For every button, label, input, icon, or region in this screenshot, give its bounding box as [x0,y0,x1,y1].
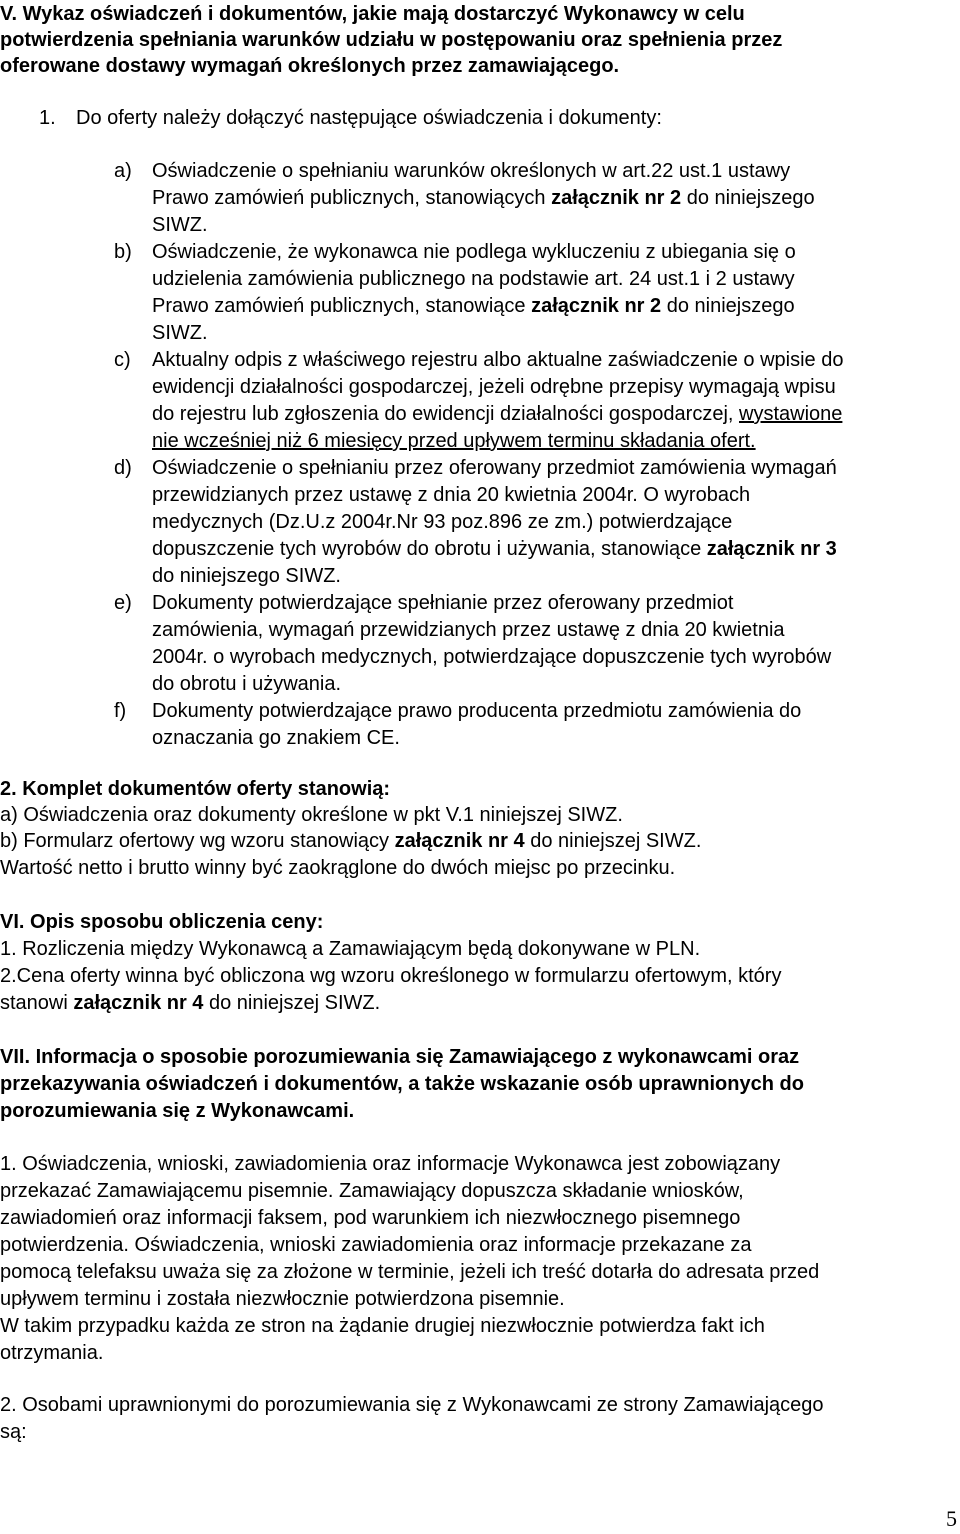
section-vii-p1-line-6: upływem terminu i została niezwłocznie potwierdzona pisemnie. [0,1288,565,1310]
item-d-line-2: przewidzianych przez ustawę z dnia 20 kwietnia 2004r. O wyrobach [152,484,751,506]
section-v-heading-line-1: V. Wykaz oświadczeń i dokumentów, jakie mają dostarczyć Wykonawcy w celu [0,3,745,25]
item-f-line-1: Dokumenty potwierdzające prawo producenta przedmiotu zamówienia do [152,700,802,722]
section-vii-heading-line-1: VII. Informacja o sposobie porozumiewania się Zamawiającego z wykonawcami oraz [0,1046,800,1068]
section-v2-attachment-ref: załącznik nr 4 [394,830,525,852]
item-b-line-3: Prawo zamówień publicznych, stanowiące załącznik nr 2 do niniejszego [152,295,795,317]
item-a-line-1: Oświadczenie o spełnianiu warunków określonych w art.22 ust.1 ustawy [152,160,791,182]
item-c-line-1: Aktualny odpis z właściwego rejestru albo aktualne zaświadczenie o wpisie do [152,349,844,371]
section-vi-line-3: stanowi załącznik nr 4 do niniejszej SIWZ. [0,992,381,1014]
section-v-heading-line-2: potwierdzenia spełniania warunków udziału w postępowaniu oraz spełnienia przez [0,29,783,51]
item-b-line-1: Oświadczenie, że wykonawca nie podlega wykluczeniu z ubiegania się o [152,241,796,263]
item-e-line-2: zamówienia, wymagań przewidzianych przez ustawę z dnia 20 kwietnia [152,619,785,641]
section-vii-p2-line-2: są: [0,1421,27,1443]
item-e-line-4: do obrotu i używania. [152,673,342,695]
item-a-attachment-ref: załącznik nr 2 [551,187,682,209]
item-1-number: 1. [39,107,56,129]
section-vii-p1-line-1: 1. Oświadczenia, wnioski, zawiadomienia oraz informacje Wykonawca jest zobowiązany [0,1153,781,1175]
item-d-line-3: medycznych (Dz.U.z 2004r.Nr 93 poz.896 ze zm.) potwierdzające [152,511,733,533]
item-e-label: e) [114,592,132,614]
section-vii-heading-line-2: przekazywania oświadczeń i dokumentów, a także wskazanie osób uprawnionych do [0,1073,804,1095]
section-vi-attachment-ref: załącznik nr 4 [73,992,204,1014]
section-v2-line-2: b) Formularz ofertowy wg wzoru stanowiący załącznik nr 4 do niniejszej SIWZ. [0,830,702,852]
item-a-line-3: SIWZ. [152,214,208,236]
item-c-line-2: ewidencji działalności gospodarczej, jeżeli odrębne przepisy wymagają wpisu [152,376,836,398]
item-b-attachment-ref: załącznik nr 2 [531,295,662,317]
item-f-label: f) [114,700,127,722]
section-v-heading-line-3: oferowane dostawy wymagań określonych przez zamawiającego. [0,55,620,77]
item-e-line-1: Dokumenty potwierdzające spełnianie przez oferowany przedmiot [152,592,734,614]
item-f-line-2: oznaczania go znakiem CE. [152,727,400,749]
item-d-label: d) [114,457,132,479]
section-v2-heading: 2. Komplet dokumentów oferty stanowią: [0,778,391,800]
item-d-line-4: dopuszczenie tych wyrobów do obrotu i używania, stanowiące załącznik nr 3 [152,538,837,560]
section-vii-p2-line-1: 2. Osobami uprawnionymi do porozumiewania się z Wykonawcami ze strony Zamawiającego [0,1394,824,1416]
section-vii-p1-line-4: potwierdzenia. Oświadczenia, wnioski zawiadomienia oraz informacje przekazane za [0,1234,752,1256]
section-vii-p1-line-3: zawiadomień oraz informacji faksem, pod warunkiem ich niezwłocznego pisemnego [0,1207,741,1229]
section-vi-line-2: 2.Cena oferty winna być obliczona wg wzoru określonego w formularzu ofertowym, który [0,965,782,987]
item-e-line-3: 2004r. o wyrobach medycznych, potwierdzające dopuszczenie tych wyrobów [152,646,832,668]
section-vi-line-1: 1. Rozliczenia między Wykonawcą a Zamawiającym będą dokonywane w PLN. [0,938,701,960]
section-vii-p1-line-2: przekazać Zamawiającemu pisemnie. Zamawiający dopuszcza składanie wniosków, [0,1180,744,1202]
section-vii-p1-line-5: pomocą telefaksu uważa się za złożone w terminie, jeżeli ich treść dotarła do adresata przed [0,1261,820,1283]
item-d-attachment-ref: załącznik nr 3 [706,538,837,560]
section-vii-p1-line-7: W takim przypadku każda ze stron na żądanie drugiej niezwłocznie potwierdza fakt ich [0,1315,765,1337]
section-v2-line-3: Wartość netto i brutto winny być zaokrąglone do dwóch miejsc po przecinku. [0,857,676,879]
item-d-line-5: do niniejszego SIWZ. [152,565,341,587]
item-1-text: Do oferty należy dołączyć następujące oświadczenia i dokumenty: [76,107,662,129]
item-c-line-4: nie wcześniej niż 6 miesięcy przed upływem terminu składania ofert. [152,430,756,452]
item-b-label: b) [114,241,132,263]
section-v2-line-1: a) Oświadczenia oraz dokumenty określone w pkt V.1 niniejszej SIWZ. [0,804,623,826]
item-b-line-4: SIWZ. [152,322,208,344]
section-vii-heading-line-3: porozumiewania się z Wykonawcami. [0,1100,355,1122]
item-c-label: c) [114,349,131,371]
section-vi-heading: VI. Opis sposobu obliczenia ceny: [0,911,324,933]
item-c-underlined-text: wystawione [739,403,843,425]
item-d-line-1: Oświadczenie o spełnianiu przez oferowany przedmiot zamówienia wymagań [152,457,837,479]
item-c-line-3: do rejestru lub zgłoszenia do ewidencji działalności gospodarczej, wystawione [152,403,843,425]
page-number: 5 [946,1506,957,1531]
item-a-line-2: Prawo zamówień publicznych, stanowiących załącznik nr 2 do niniejszego [152,187,815,209]
item-b-line-2: udzielenia zamówienia publicznego na podstawie art. 24 ust.1 i 2 ustawy [152,268,795,290]
section-vii-p1-line-8: otrzymania. [0,1342,104,1364]
item-a-label: a) [114,160,132,182]
